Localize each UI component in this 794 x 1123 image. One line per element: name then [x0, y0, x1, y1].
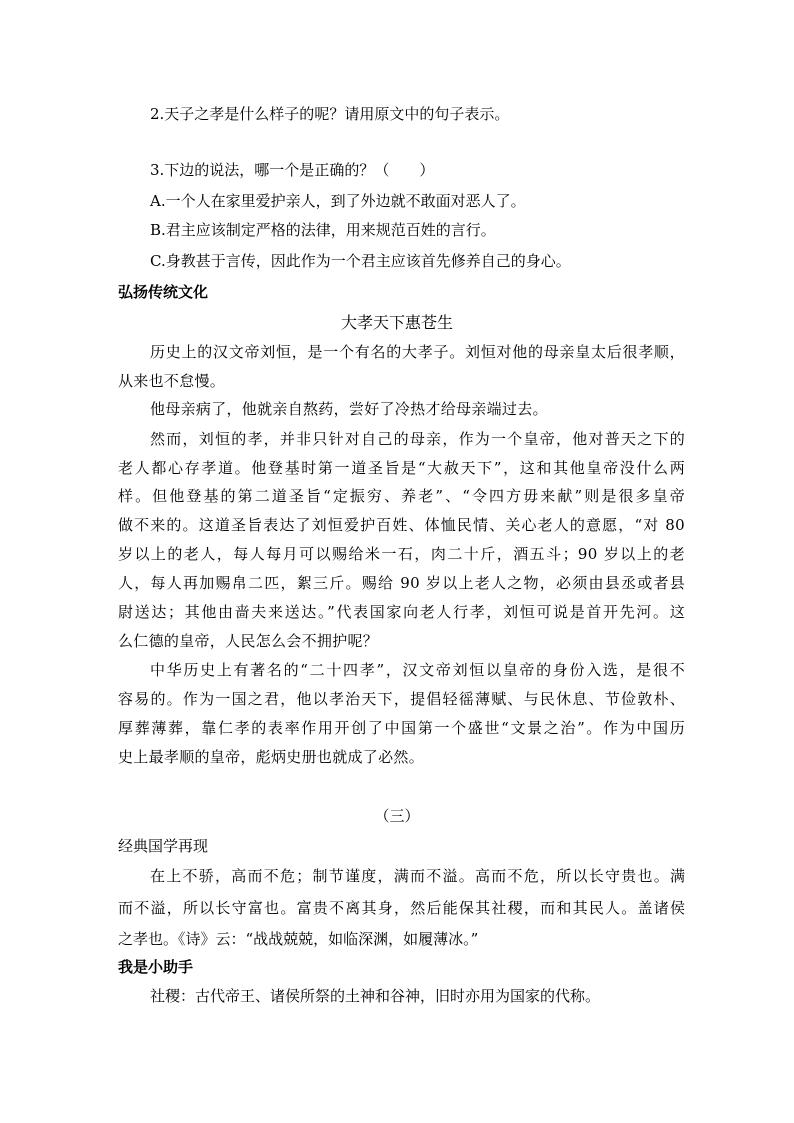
- section-heading-helper: 我是小助手: [118, 958, 194, 976]
- option-c: C.身教甚于言传，因此作为一个君主应该首先修养自己的身心。: [150, 252, 571, 270]
- option-b: B.君主应该制定严格的法律，用来规范百姓的言行。: [150, 221, 496, 239]
- classic-line: 而不溢，所以长守富也。富贵不离其身，然后能保其社稷，而和其民人。盖诸侯: [118, 899, 685, 917]
- article-line: 么仁德的皇帝，人民怎么会不拥护呢？: [118, 632, 379, 650]
- article-line: 做不来的。这道圣旨表达了刘恒爱护百姓、体恤民情、关心老人的意愿，“对 80: [118, 516, 685, 534]
- article-line: 岁以上的老人，每人每月可以赐给米一石，肉二十斤，酒五斗；90 岁以上的老: [118, 545, 685, 563]
- section-heading-classic: 经典国学再现: [118, 837, 209, 855]
- article-line: 尉送达；其他由啬夫来送达。”代表国家向老人行孝，刘恒可说是首开先河。这: [118, 603, 685, 621]
- article-line: 厚葬薄葬，靠仁孝的表率作用开创了中国第一个盛世“文景之治”。作为中国历: [118, 719, 685, 737]
- article-line: 老人都心存孝道。他登基时第一道圣旨是“大赦天下”，这和其他皇帝没什么两: [118, 459, 685, 477]
- article-title: 大孝天下惠苍生: [340, 313, 453, 332]
- article-line: 历史上的汉文帝刘恒，是一个有名的大孝子。刘恒对他的母亲皇太后很孝顺，: [150, 343, 685, 361]
- article-line: 样。但他登基的第二道圣旨“定振穷、养老”、“令四方毋来献”则是很多皇帝: [118, 487, 685, 505]
- article-line: 人，每人再加赐帛二匹，絮三斤。赐给 90 岁以上老人之物，必须由县丞或者县: [118, 574, 685, 592]
- classic-line: 之孝也。《诗》云：“战战兢兢，如临深渊，如履薄冰。”: [118, 930, 479, 948]
- section-heading-culture: 弘扬传统文化: [118, 283, 209, 301]
- article-line: 容易的。作为一国之君，他以孝治天下，提倡轻徭薄赋、与民休息、节俭敦朴、: [118, 690, 685, 708]
- question-2: 2.天子之孝是什么样子的呢？请用原文中的句子表示。: [150, 105, 510, 123]
- helper-note: 社稷：古代帝王、诸侯所祭的土神和谷神，旧时亦用为国家的代称。: [150, 987, 601, 1005]
- article-line: 然而，刘恒的孝，并非只针对自己的母亲，作为一个皇帝，他对普天之下的: [150, 430, 685, 448]
- article-line: 他母亲病了，他就亲自熬药，尝好了冷热才给母亲端过去。: [150, 400, 548, 418]
- option-a: A.一个人在家里爱护亲人，到了外边就不敢面对恶人了。: [150, 192, 526, 210]
- article-line: 从来也不怠慢。: [118, 372, 226, 390]
- question-3: 3.下边的说法，哪一个是正确的？（ ）: [150, 161, 435, 179]
- part-number: （三）: [374, 807, 420, 825]
- article-line: 中华历史上有著名的“二十四孝”，汉文帝刘恒以皇帝的身份入选，是很不: [150, 661, 685, 679]
- classic-line: 在上不骄，高而不危；制节谨度，满而不溢。高而不危，所以长守贵也。满: [150, 867, 685, 885]
- article-line: 史上最孝顺的皇帝，彪炳史册也就成了必然。: [118, 748, 425, 766]
